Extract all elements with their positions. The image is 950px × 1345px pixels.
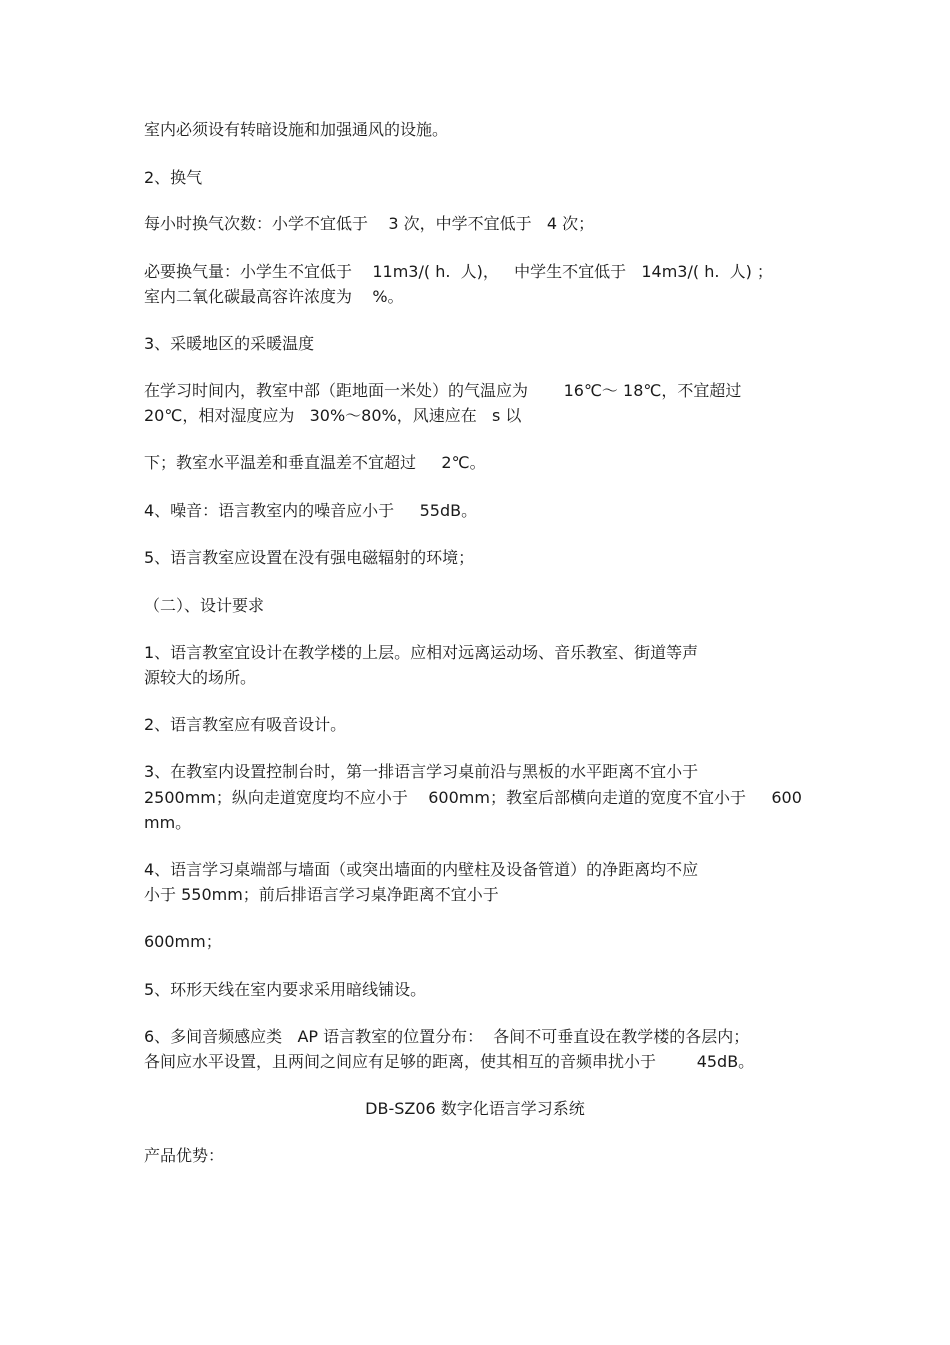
text-line: 3、在教室内设置控制台时，第一排语言学习桌前沿与黑板的水平距离不宜小于 — [144, 762, 699, 781]
section-heading: 3、采暖地区的采暖温度 — [144, 334, 315, 353]
text-line: 在学习时间内，教室中部（距地面一米处）的气温应为 16℃～ 18℃，不宜超过 — [144, 381, 742, 400]
text-line: 各间应水平设置，且两间之间应有足够的距离，使其相互的音频串扰小于 45dB。 — [144, 1052, 755, 1071]
text-line: 5、环形天线在室内要求采用暗线铺设。 — [144, 980, 427, 999]
text-line: 5、语言教室应设置在没有强电磁辐射的环境； — [144, 548, 475, 567]
text-line: 600mm； — [144, 932, 222, 951]
text-line: 小于 550mm；前后排语言学习桌净距离不宜小于 — [144, 885, 499, 904]
text-line: 1、语言教室宜设计在教学楼的上层。应相对远离运动场、音乐教室、街道等声 — [144, 643, 699, 662]
text-line: 2500mm；纵向走道宽度均不应小于 600mm；教室后部横向走道的宽度不宜小于 600 — [144, 788, 802, 807]
text-line: 必要换气量：小学生不宜低于 11m3/( h. 人)， 中学生不宜低于 14m3/( h. 人) ； — [144, 262, 773, 281]
text-line: 4、噪音：语言教室内的噪音应小于 55dB。 — [144, 501, 478, 520]
text-line: 20℃，相对湿度应为 30%～80%，风速应在 s 以 — [144, 406, 522, 425]
section-heading: 产品优势： — [144, 1146, 225, 1165]
product-title: DB-SZ06 数字化语言学习系统 — [365, 1099, 585, 1118]
section-heading: （二）、设计要求 — [144, 596, 265, 615]
text-line: 4、语言学习桌端部与墙面（或突出墙面的内壁柱及设备管道）的净距离均不应 — [144, 860, 699, 879]
text-line: 每小时换气次数：小学不宜低于 3 次，中学不宜低于 4 次； — [144, 214, 595, 233]
text-line: 6、多间音频感应类 AP 语言教室的位置分布： 各间不可垂直设在教学楼的各层内； — [144, 1027, 750, 1046]
text-line: 室内必须设有转暗设施和加强通风的设施。 — [144, 120, 449, 139]
text-line: 下；教室水平温差和垂直温差不宜超过 2℃。 — [144, 453, 486, 472]
text-line: 2、语言教室应有吸音设计。 — [144, 715, 347, 734]
text-line: mm。 — [144, 813, 192, 832]
section-heading: 2、换气 — [144, 168, 203, 187]
text-line: 源较大的场所。 — [144, 668, 257, 687]
text-line: 室内二氧化碳最高容许浓度为 %。 — [144, 287, 404, 306]
